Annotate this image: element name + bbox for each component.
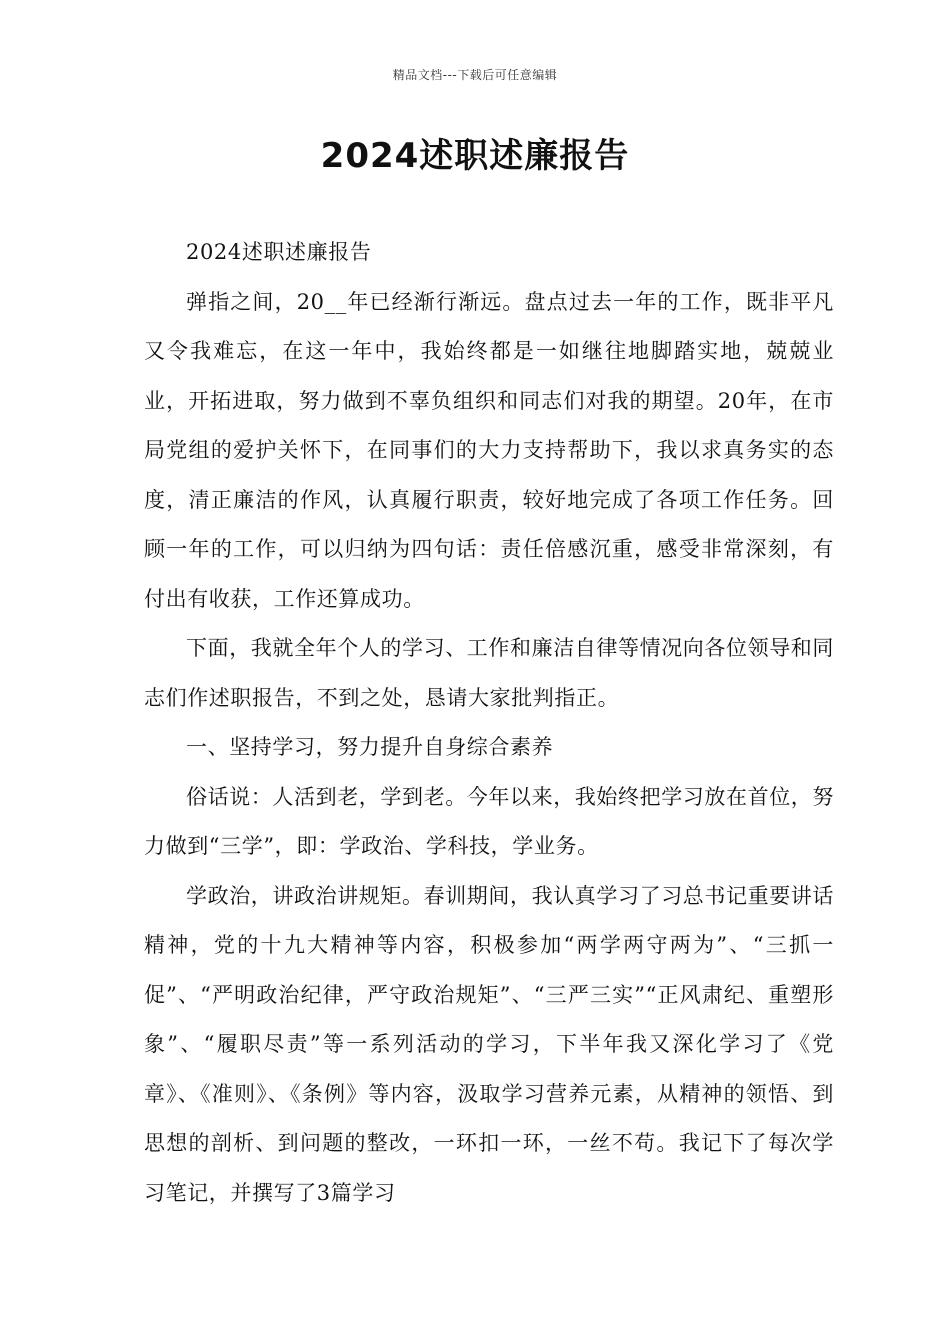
document-body — [144, 228, 834, 1218]
paragraph-subtitle: 2024述职述廉报告 — [186, 240, 372, 264]
section-heading-1: 一、坚持学习，努力提升自身综合素养 — [186, 735, 554, 759]
paragraph-politics: 学政治，讲政治讲规矩。春训期间，我认真学习了习总书记重要讲话精神，党的十九大精神等内容，积极参加“两学两守两为”、“三抓一促”、“严明政治纪律，严守政治规矩”、“三严三实”“正风肃纪、重塑形象”、“履职尽责”等一系列活动的学习，下半年我又深化学习了《党章》、《准则》、《条例》等内容，汲取学习营养元素，从精神的领悟、到思想的剖析、到问题的整改，一环扣一环，一丝不苟。我记下了每次学习笔记，并撰写了3篇学习 — [144, 883, 834, 1205]
document-title: 2024述职述廉报告 — [320, 136, 630, 176]
paragraph-intro: 弹指之间，20__年已经渐行渐远。盘点过去一年的工作，既非平凡又令我难忘，在这一年中，我始终都是一如继往地脚踏实地，兢兢业业，开拓进取，努力做到不辜负组织和同志们对我的期望。20年，在市局党组的爱护关怀下，在同事们的大力支持帮助下，我以求真务实的态度，清正廉洁的作风，认真履行职责，较好地完成了各项工作任务。回顾一年的工作，可以归纳为四句话：责任倍感沉重，感受非常深刻，有付出有收获，工作还算成功。 — [144, 289, 834, 611]
paragraph-preface: 下面，我就全年个人的学习、工作和廉洁自律等情况向各位领导和同志们作述职报告，不到之处，恳请大家批判指正。 — [144, 636, 834, 710]
paragraph-study: 俗话说：人活到老，学到老。今年以来，我始终把学习放在首位，努力做到“三学”，即：学政治、学科技，学业务。 — [144, 784, 834, 858]
header-note: 精品文档---下载后可任意编辑 — [392, 68, 558, 82]
